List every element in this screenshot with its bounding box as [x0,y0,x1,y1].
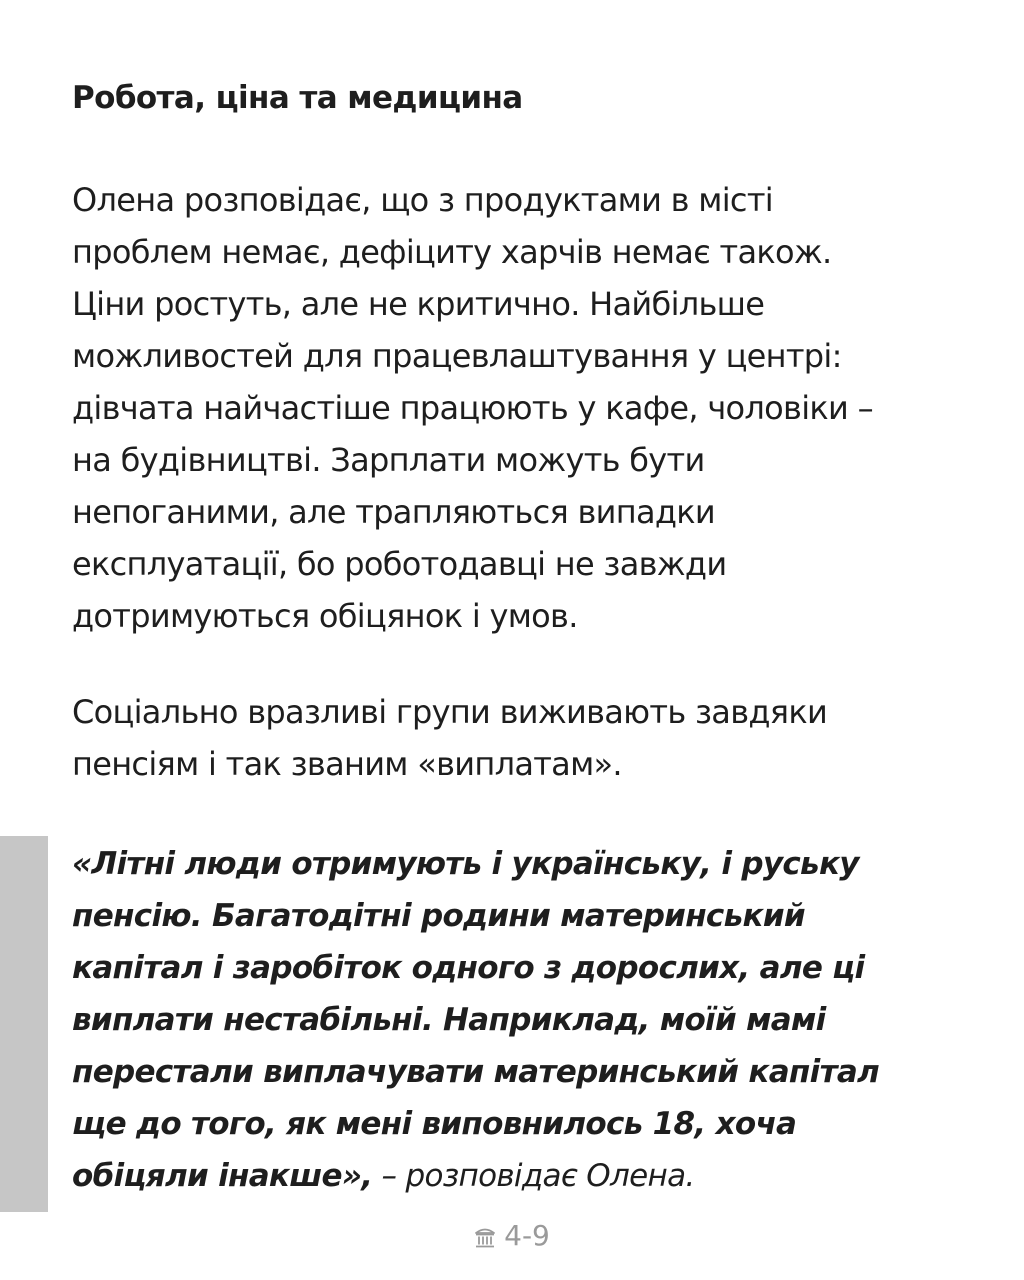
text-line: Олена розповідає, що з продуктами в місті [72,181,773,219]
quote-line: перестали виплачувати материнський капітал [72,1054,880,1090]
paragraph-work-prices [72,174,873,642]
page-range: 4-9 [504,1219,550,1252]
quote-line: «Літні люди отримують і українську, і руську [72,846,859,882]
page-number [0,1216,1024,1256]
text-line: дотримуються обіцянок і умов. [72,597,578,635]
quote-block [72,838,879,1202]
quote-line: обіцяли інакше», [72,1158,373,1194]
text-line: на будівництві. Зарплати можуть бути [72,441,705,479]
quote-attribution: – розповідає Олена. [372,1158,695,1194]
text-line: експлуатації, бо роботодавці не завжди [72,545,727,583]
quote-line: пенсію. Багатодітні родини материнський [72,898,805,934]
quote-line: капітал і заробіток одного з дорослих, але ці [72,950,865,986]
quote-last-line [72,1150,879,1202]
text-line: пенсіям і так званим «виплатам». [72,745,622,783]
text-line: Соціально вразливі групи виживають завдяки [72,693,828,731]
text-line: Ціни ростуть, але не критично. Найбільше [72,285,765,323]
paragraph-social-groups [72,686,827,790]
section-heading: Робота, ціна та медицина [72,80,523,116]
quote-line: ще до того, як мені виповнилось 18, хоча [72,1106,797,1142]
text-line: проблем немає, дефіциту харчів немає також. [72,233,832,271]
text-line: дівчата найчастіше працюють у кафе, чоловіки – [72,389,873,427]
text-line: можливостей для працевлаштування у центрі: [72,337,842,375]
quote-line: виплати нестабільні. Наприклад, моїй мамі [72,1002,826,1038]
text-line: непоганими, але трапляються випадки [72,493,716,531]
quote-bar [0,836,48,1212]
building-columns-icon [474,1226,496,1248]
